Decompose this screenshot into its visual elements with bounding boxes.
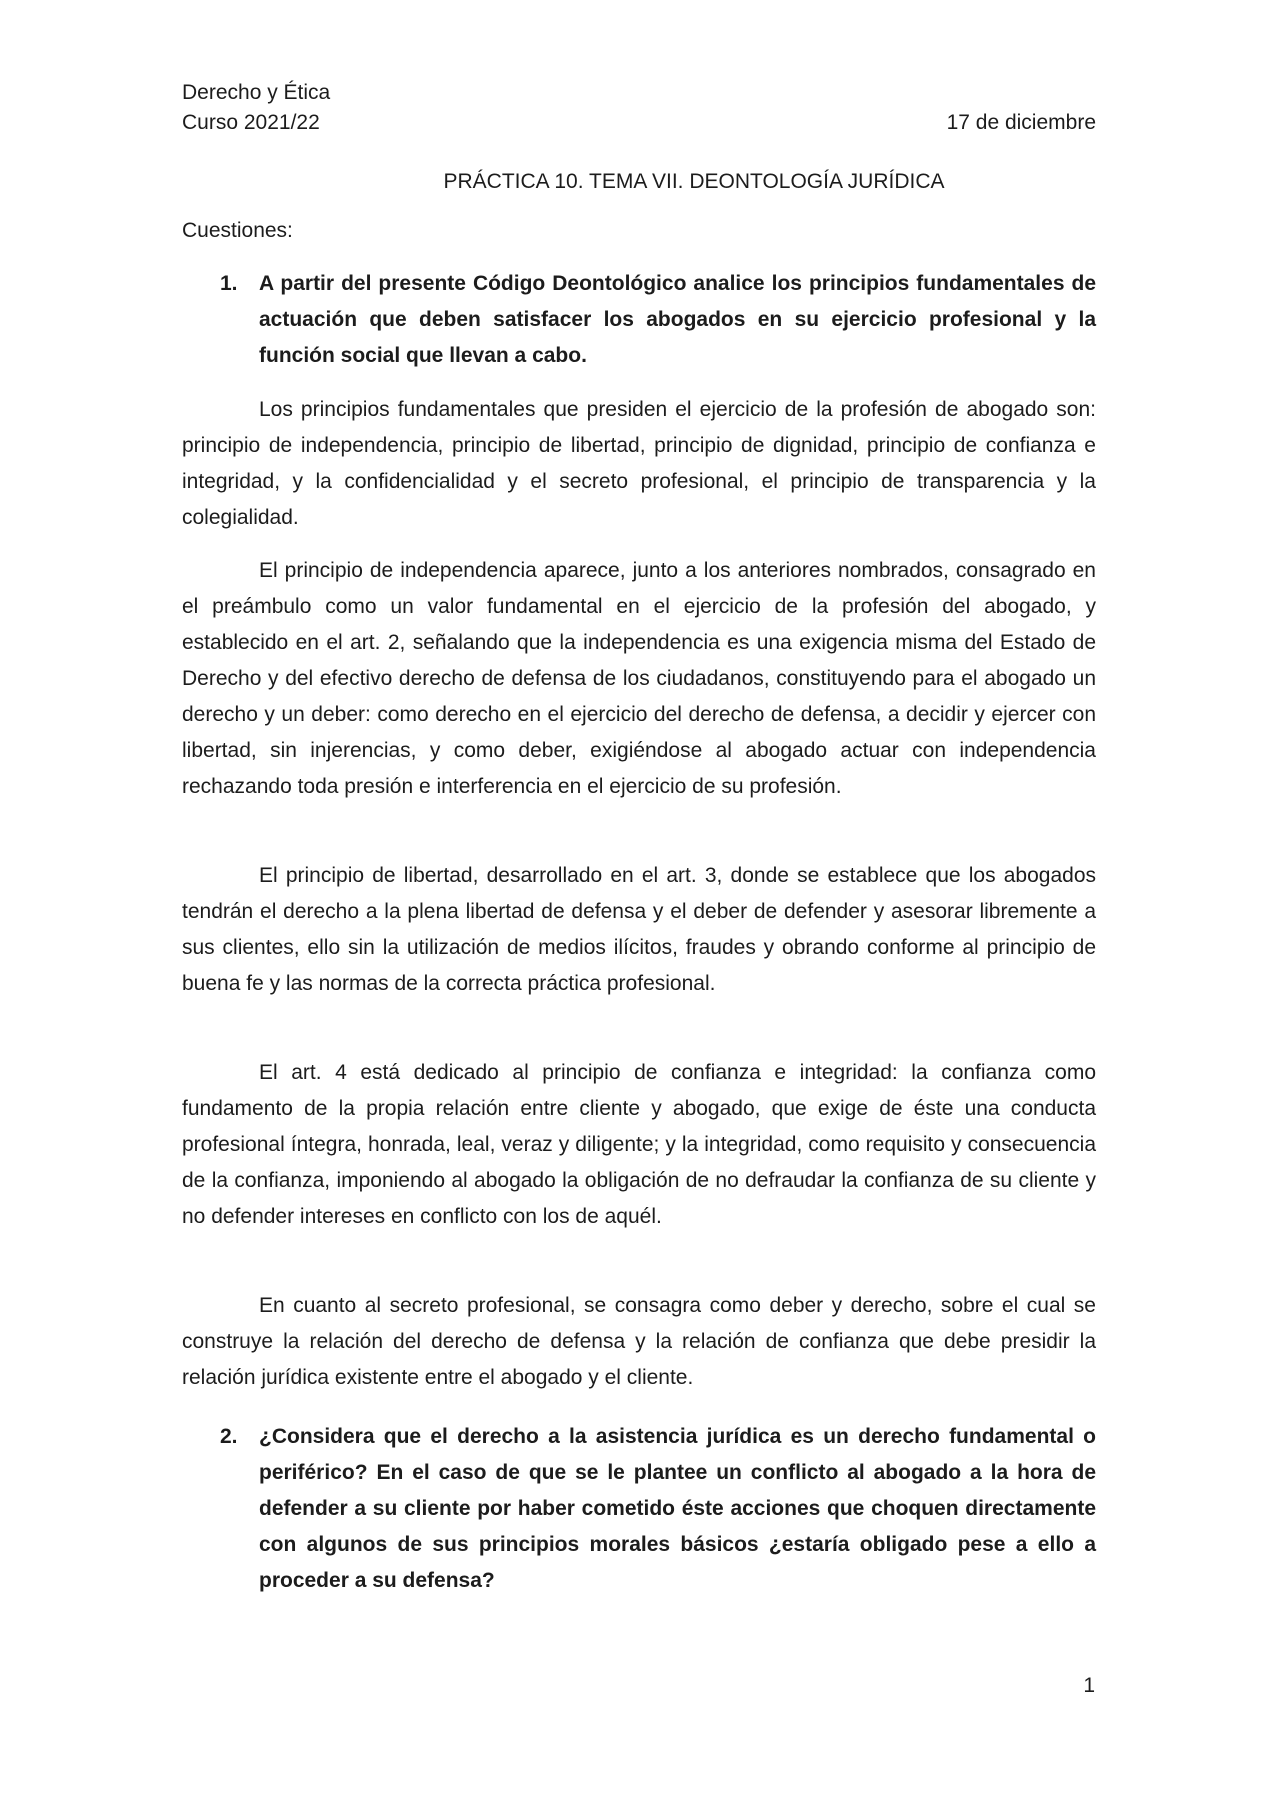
- answer-paragraph: Los principios fundamentales que presiden el ejercicio de la profesión de abogado son: principio de independencia, principio de libertad, principio de dignidad, principio de confianza e integridad, y la confidencialidad y el secreto profesional, el principio de transparencia y la colegialidad.: [182, 398, 1096, 529]
- course-year: Curso 2021/22: [182, 111, 320, 134]
- answer-paragraph: El art. 4 está dedicado al principio de confianza e integridad: la confianza como fundamento de la propia relación entre cliente y abogado, que exige de éste una conducta profesional íntegra, honrada, leal, veraz y diligente; y la integridad, como requisito y consecuencia de la confianza, imponiendo al abogado la obligación de no defraudar la confianza de su cliente y no defender intereses en conflicto con los de aquél.: [182, 1061, 1096, 1228]
- answer-paragraph: El principio de libertad, desarrollado en el art. 3, donde se establece que los abogados tendrán el derecho a la plena libertad de defensa y el deber de defender y asesorar libremente a sus clientes, ello sin la utilización de medios ilícitos, fraudes y obrando conforme al principio de buena fe y las normas de la correcta práctica profesional.: [182, 864, 1096, 995]
- question-text: ¿Considera que el derecho a la asistencia jurídica es un derecho fundamental o periférico? En el caso de que se le plantee un conflicto al abogado a la hora de defender a su cliente por haber cometido éste acciones que choquen directamente con algunos de sus principios morales básicos ¿estaría obligado pese a ello a proceder a su defensa?: [259, 1425, 1096, 1592]
- question-text: A partir del presente Código Deontológico analice los principios fundamentales de actuación que deben satisfacer los abogados en su ejercicio profesional y la función social que llevan a cabo.: [259, 272, 1096, 367]
- question-number: 1.: [220, 272, 238, 295]
- document-date: 17 de diciembre: [946, 111, 1096, 134]
- question-2: [182, 1419, 1096, 1599]
- document-header: [182, 78, 1096, 138]
- document-title: PRÁCTICA 10. TEMA VII. DEONTOLOGÍA JURÍDICA: [443, 170, 945, 193]
- questions-heading: Cuestiones:: [182, 219, 293, 242]
- course-name: Derecho y Ética: [182, 81, 331, 104]
- question-number: 2.: [220, 1425, 238, 1448]
- answer-paragraph: En cuanto al secreto profesional, se consagra como deber y derecho, sobre el cual se construye la relación del derecho de defensa y la relación de confianza que debe presidir la relación jurídica existente entre el abogado y el cliente.: [182, 1294, 1096, 1389]
- answer-paragraph: El principio de independencia aparece, junto a los anteriores nombrados, consagrado en el preámbulo como un valor fundamental en el ejercicio de la profesión del abogado, y establecido en el art. 2, señalando que la independencia es una exigencia misma del Estado de Derecho y del efectivo derecho de defensa de los ciudadanos, constituyendo para el abogado un derecho y un deber: como derecho en el ejercicio del derecho de defensa, a decidir y ejercer con libertad, sin injerencias, y como deber, exigiéndose al abogado actuar con independencia rechazando toda presión e interferencia en el ejercicio de su profesión.: [182, 559, 1096, 798]
- page-number: 1: [1083, 1674, 1095, 1697]
- question-1: [182, 266, 1096, 374]
